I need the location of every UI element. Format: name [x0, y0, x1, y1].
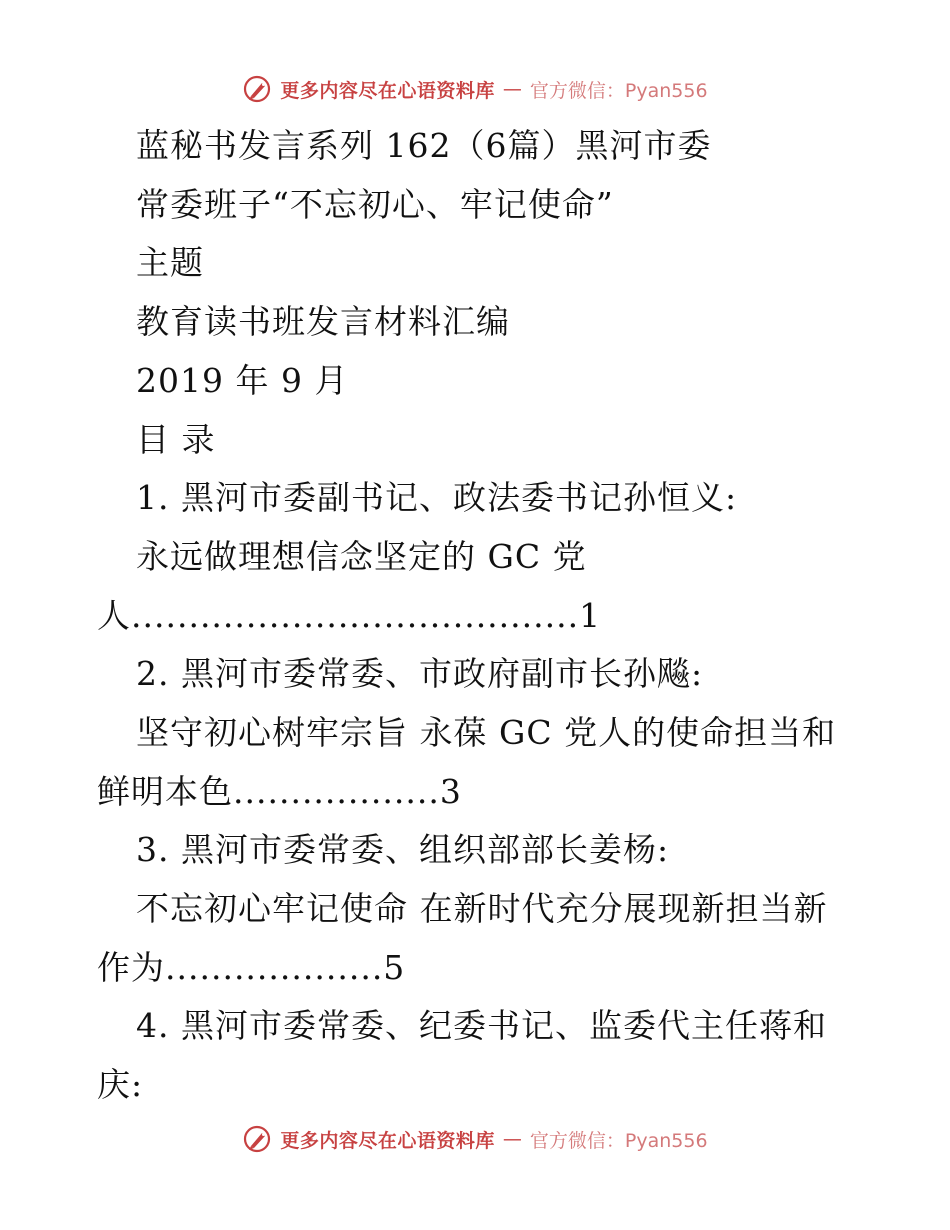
- toc-entry-3-title: 不忘初心牢记使命 在新时代充分展现新担当新: [136, 889, 828, 928]
- watermark-header: [0, 72, 950, 106]
- doc-title-line-3: 主题: [136, 243, 204, 282]
- watermark-contact-text: 官方微信：Pyan556: [529, 79, 708, 102]
- doc-title-line-1: 蓝秘书发言系列 162（6篇）黑河市委: [136, 126, 712, 165]
- toc-entry-3-leader: 作为...................5: [97, 948, 406, 987]
- toc-entry-1-heading: 1. 黑河市委副书记、政法委书记孙恒义:: [136, 478, 738, 517]
- doc-date: 2019 年 9 月: [136, 361, 349, 400]
- toc-entry-2-leader: 鲜明本色..................3: [97, 772, 462, 811]
- toc-entry-2-title: 坚守初心树牢宗旨 永葆 GC 党人的使命担当和: [136, 713, 837, 752]
- watermark-separator: —: [502, 78, 522, 100]
- brush-pen-circle-icon: [242, 1124, 272, 1154]
- toc-entry-3-heading: 3. 黑河市委常委、组织部部长姜杨:: [136, 830, 670, 869]
- toc-entry-4-heading: 4. 黑河市委常委、纪委书记、监委代主任蒋和: [136, 1006, 827, 1045]
- watermark-separator: —: [502, 1128, 522, 1150]
- doc-title-line-2: 常委班子“不忘初心、牢记使命”: [136, 185, 614, 224]
- watermark-contact-text: 官方微信：Pyan556: [529, 1129, 708, 1152]
- toc-entry-1-leader: 人.......................................1: [97, 596, 602, 635]
- toc-entry-1-title: 永远做理想信念坚定的 GC 党: [136, 537, 587, 576]
- watermark-footer: [0, 1122, 950, 1156]
- toc-entry-4-heading-cont: 庆:: [97, 1065, 144, 1104]
- watermark-main-text: 更多内容尽在心语资料库: [280, 1129, 495, 1152]
- brush-pen-circle-icon: [242, 74, 272, 104]
- doc-title-line-4: 教育读书班发言材料汇编: [136, 302, 510, 341]
- toc-heading: 目 录: [136, 420, 216, 459]
- watermark-main-text: 更多内容尽在心语资料库: [280, 79, 495, 102]
- toc-entry-2-heading: 2. 黑河市委常委、市政府副市长孙飚:: [136, 654, 704, 693]
